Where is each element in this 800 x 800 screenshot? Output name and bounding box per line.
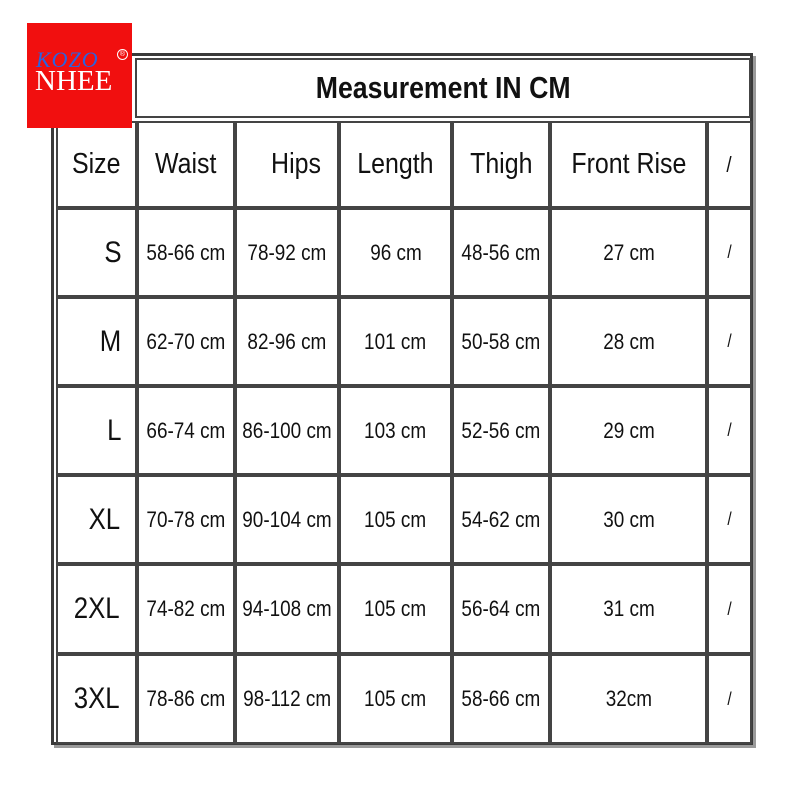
table-cell xyxy=(339,386,452,475)
table-cell xyxy=(707,386,752,475)
header-front-rise xyxy=(550,121,707,208)
size-label: XL xyxy=(88,502,121,536)
logo-top-text: KOZO xyxy=(36,47,99,72)
header-label: / xyxy=(726,151,733,177)
header-label: Size xyxy=(72,148,121,180)
table-cell xyxy=(550,386,707,475)
table-cell xyxy=(339,654,452,744)
header-waist xyxy=(137,121,235,208)
cell-value: 27 cm xyxy=(602,239,655,265)
cell-value: 62-70 cm xyxy=(146,328,226,354)
cell-value: / xyxy=(727,598,732,619)
cell-value: 78-86 cm xyxy=(146,686,226,711)
size-cell xyxy=(56,208,137,297)
cell-value: / xyxy=(727,331,732,351)
table-cell xyxy=(550,654,707,744)
header-extra xyxy=(707,121,752,208)
cell-value: 96 cm xyxy=(369,239,422,265)
size-label: 3XL xyxy=(73,682,120,715)
cell-value: 94-108 cm xyxy=(242,596,332,621)
cell-value: 50-58 cm xyxy=(461,328,541,354)
table-cell xyxy=(137,475,235,564)
table-cell xyxy=(339,297,452,386)
cell-value: 105 cm xyxy=(364,506,427,532)
header-label: Length xyxy=(357,148,434,180)
cell-value: 74-82 cm xyxy=(146,596,226,621)
table-cell xyxy=(137,297,235,386)
cell-value: 48-56 cm xyxy=(461,239,541,265)
cell-value: 32cm xyxy=(605,686,652,711)
size-chart-table xyxy=(51,53,753,745)
header-label: Thigh xyxy=(469,148,533,180)
table-cell xyxy=(137,386,235,475)
cell-value: / xyxy=(727,242,732,262)
table-cell xyxy=(707,564,752,654)
header-label: Hips xyxy=(271,148,321,180)
table-cell xyxy=(707,654,752,744)
table-cell xyxy=(707,208,752,297)
table-cell xyxy=(235,297,339,386)
table-cell xyxy=(339,475,452,564)
cell-value: 103 cm xyxy=(364,417,427,443)
table-cell xyxy=(452,654,550,744)
cell-value: 58-66 cm xyxy=(461,686,541,711)
table-cell xyxy=(137,654,235,744)
table-cell xyxy=(452,475,550,564)
table-cell xyxy=(235,386,339,475)
size-label: M xyxy=(99,324,122,358)
cell-value: 105 cm xyxy=(364,596,427,621)
header-hips xyxy=(235,121,339,208)
table-cell xyxy=(452,208,550,297)
table-cell xyxy=(452,386,550,475)
size-cell xyxy=(56,297,137,386)
table-title-cell xyxy=(135,58,751,118)
brand-logo xyxy=(27,23,132,128)
table-title: Measurement IN CM xyxy=(315,70,571,105)
cell-value: 29 cm xyxy=(602,417,655,443)
table-cell xyxy=(235,564,339,654)
cell-value: 56-64 cm xyxy=(461,596,541,621)
cell-value: 90-104 cm xyxy=(242,506,332,532)
table-cell xyxy=(550,208,707,297)
cell-value: 66-74 cm xyxy=(146,417,226,443)
table-cell xyxy=(550,564,707,654)
table-cell xyxy=(339,564,452,654)
cell-value: 78-92 cm xyxy=(247,239,327,265)
table-cell xyxy=(452,564,550,654)
table-cell xyxy=(235,654,339,744)
cell-value: / xyxy=(727,688,732,709)
cell-value: 86-100 cm xyxy=(242,417,332,443)
cell-value: 31 cm xyxy=(602,596,655,621)
cell-value: / xyxy=(727,509,732,529)
table-cell xyxy=(707,297,752,386)
table-cell xyxy=(137,564,235,654)
size-cell xyxy=(56,654,137,744)
table-cell xyxy=(550,297,707,386)
cell-value: 28 cm xyxy=(602,328,655,354)
table-cell xyxy=(707,475,752,564)
table-cell xyxy=(235,208,339,297)
table-cell xyxy=(235,475,339,564)
table-cell xyxy=(452,297,550,386)
cell-value: 52-56 cm xyxy=(461,417,541,443)
size-cell xyxy=(56,564,137,654)
size-label: L xyxy=(107,413,122,447)
size-cell xyxy=(56,386,137,475)
header-label: Front Rise xyxy=(570,148,687,180)
cell-value: 105 cm xyxy=(364,686,427,711)
table-cell xyxy=(550,475,707,564)
header-size xyxy=(56,121,137,208)
header-label: Waist xyxy=(155,148,217,180)
size-cell xyxy=(56,475,137,564)
cell-value: / xyxy=(727,420,732,440)
cell-value: 70-78 cm xyxy=(146,506,226,532)
cell-value: 101 cm xyxy=(364,328,427,354)
cell-value: 30 cm xyxy=(602,506,655,532)
logo-bottom-text: NHEE xyxy=(35,65,113,97)
cell-value: 58-66 cm xyxy=(146,239,226,265)
size-label: 2XL xyxy=(73,592,120,625)
cell-value: 98-112 cm xyxy=(243,686,331,711)
table-cell xyxy=(339,208,452,297)
registered-mark: ® xyxy=(117,49,128,60)
cell-value: 54-62 cm xyxy=(461,506,541,532)
size-label: S xyxy=(104,235,122,269)
cell-value: 82-96 cm xyxy=(247,328,327,354)
table-cell xyxy=(137,208,235,297)
header-thigh xyxy=(452,121,550,208)
header-length xyxy=(339,121,452,208)
